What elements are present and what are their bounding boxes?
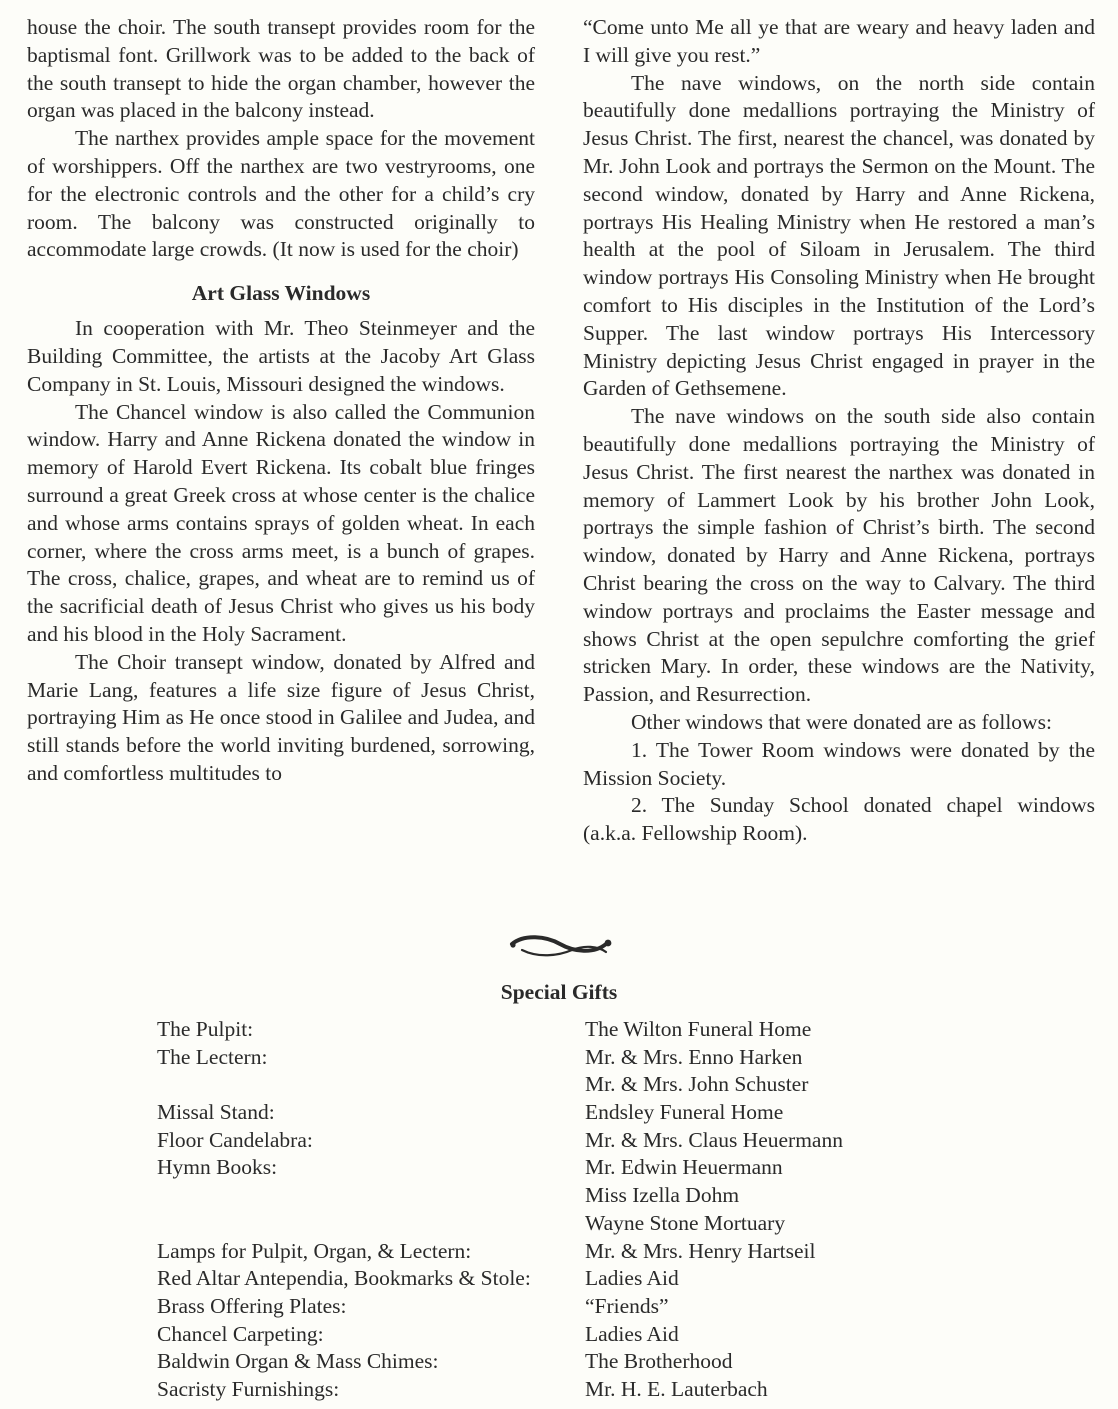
gift-donor: The Brotherhood (585, 1349, 733, 1374)
gift-donor: Mr. H. E. Lauterbach (585, 1376, 768, 1401)
gift-row (157, 1016, 985, 1044)
gift-row (157, 1154, 985, 1182)
paragraph: “Come unto Me all ye that are weary and heavy laden and I will give you rest.” (583, 15, 1095, 67)
gift-row (157, 1182, 985, 1210)
gift-item: The Pulpit: (157, 1017, 254, 1041)
gift-donor: Endsley Funeral Home (585, 1100, 784, 1125)
gift-item: Floor Candelabra: (157, 1127, 313, 1152)
gift-donor: Mr. & Mrs. Henry Hartseil (585, 1238, 816, 1263)
gift-donor: Miss Izella Dohm (585, 1183, 740, 1208)
special-gifts-title: Special Gifts (500, 980, 618, 1004)
paragraph: Other windows that were donated are as follows: (631, 709, 1052, 734)
gift-row (157, 1265, 985, 1293)
right-column (583, 14, 1095, 848)
paragraph: In cooperation with Mr. Theo Steinmeyer and the Building Committee, the artists at the Jacoby Art Glass Company in St. Louis, Missouri designed the windows. (27, 316, 535, 396)
swash-ornament-icon (506, 930, 614, 964)
gift-row (157, 1071, 985, 1099)
gift-item (157, 1071, 585, 1099)
gift-donor: Mr. & Mrs. John Schuster (585, 1072, 809, 1097)
gift-row (157, 1348, 985, 1376)
gift-donor: Wayne Stone Mortuary (585, 1210, 786, 1235)
gift-item: Hymn Books: (157, 1155, 278, 1180)
gift-item: Chancel Carpeting: (157, 1321, 324, 1346)
gift-row (157, 1376, 985, 1404)
gift-donor: Mr. & Mrs. Claus Heuermann (585, 1127, 843, 1152)
gift-donor: Ladies Aid (585, 1266, 679, 1291)
section-heading: Art Glass Windows (191, 281, 371, 306)
gift-item: The Lectern: (157, 1044, 268, 1069)
gift-row (157, 1044, 985, 1072)
paragraph: The Choir transept window, donated by Alfred and Marie Lang, features a life size figure of Jesus Christ, portraying Him as He once stood in Galilee and Judea, and still stands before the world inviting burdened, sorrowing, and comfortless multitudes to (27, 649, 535, 785)
gift-item: Lamps for Pulpit, Organ, & Lectern: (157, 1238, 472, 1263)
gift-item: Brass Offering Plates: (157, 1293, 347, 1318)
left-column (27, 14, 535, 788)
gift-item: Baldwin Organ & Mass Chimes: (157, 1349, 439, 1374)
gift-donor: Ladies Aid (585, 1321, 679, 1346)
gift-item: Red Altar Antependia, Bookmarks & Stole: (157, 1266, 531, 1291)
gift-row (157, 1127, 985, 1155)
gift-row (157, 1293, 985, 1321)
gift-item (157, 1182, 585, 1210)
paragraph: The nave windows on the south side also contain beautifully done medallions portraying the Ministry of Jesus Christ. The first nearest the narthex was donated in memory of Lammert Look by his brother John Look, portrays the simple fashion of Christ’s birth. The second window, donated by Harry and Anne Rickena, portrays Christ bearing the cross on the way to Calvary. The third window portrays and proclaims the Easter message and shows Christ at the open sepulchre comforting the grief stricken Mary. In order, these windows are the Nativity, Passion, and Resurrection. (583, 404, 1095, 707)
paragraph: 1. The Tower Room windows were donated by the Mission Society. (583, 737, 1095, 790)
paragraph: The Chancel window is also called the Communion window. Harry and Anne Rickena donated the window in memory of Harold Evert Rickena. Its cobalt blue fringes surround a great Greek cross at whose center is the chalice and whose arms contains sprays of golden wheat. In each corner, where the cross arms meet, is a bunch of grapes. The cross, chalice, grapes, and wheat are to remind us of the sacrificial death of Jesus Christ who gives us his body and his blood in the Holy Sacrament. (27, 399, 535, 646)
gift-donor: Mr. & Mrs. Enno Harken (585, 1044, 803, 1069)
special-gifts-list (157, 1016, 985, 1404)
gift-item: Sacristy Furnishings: (157, 1376, 340, 1401)
gift-donor: The Wilton Funeral Home (585, 1017, 812, 1041)
gift-row (157, 1321, 985, 1349)
paragraph: The narthex provides ample space for the movement of worshippers. Off the narthex are two vestryrooms, one for the electronic controls and the other for a child’s cry room. The balcony was constructed originally to accommodate large crowds. (It now is used for the choir) (27, 126, 535, 262)
gift-donor: Mr. Edwin Heuermann (585, 1155, 783, 1180)
gift-row (157, 1210, 985, 1238)
paragraph: The nave windows, on the north side contain beautifully done medallions portraying the Ministry of Jesus Christ. The first, nearest the chancel, was donated by Mr. John Look and portrays the Sermon on the Mount. The second window, donated by Harry and Anne Rickena, portrays His Healing Ministry when He restored a man’s health at the pool of Siloam in Jerusalem. The third window portrays His Consoling Ministry when He brought comfort to His disciples in the Institution of the Lord’s Supper. The last window portrays His Intercessory Ministry depicting Jesus Christ engaged in prayer in the Garden of Gethsemene. (583, 70, 1095, 401)
gift-donor: “Friends” (585, 1293, 669, 1318)
paragraph: house the choir. The south transept provides room for the baptismal font. Grillwork was to be added to the back of the south transept to hide the organ chamber, however the organ was placed in the balcony instead. (27, 15, 535, 123)
paragraph: 2. The Sunday School donated chapel windows (a.k.a. Fellowship Room). (583, 793, 1095, 846)
gift-item: Missal Stand: (157, 1100, 275, 1125)
gift-row (157, 1099, 985, 1127)
gift-item (157, 1210, 585, 1238)
gift-row (157, 1238, 985, 1266)
